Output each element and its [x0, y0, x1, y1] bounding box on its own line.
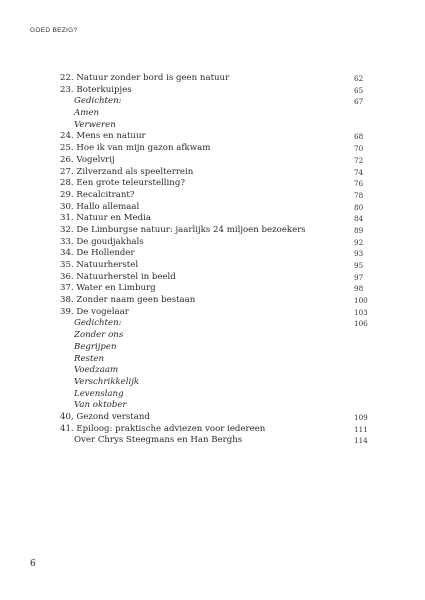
- toc-entry: [60, 248, 370, 260]
- toc-entry: [60, 225, 370, 237]
- toc-entry-title: 39. De vogelaar: [60, 306, 129, 317]
- toc-entry: [60, 108, 370, 120]
- toc-entry-page: 70: [354, 144, 364, 154]
- toc-entry: [60, 272, 370, 284]
- toc-entry: [60, 73, 370, 85]
- toc-entry: [60, 143, 370, 155]
- toc-entry-page: 89: [354, 225, 364, 235]
- toc-entry-title: 32. De Limburgse natuur: jaarlijks 24 miljoen bezoekers: [60, 224, 306, 235]
- toc-entry: [60, 213, 370, 225]
- toc-entry-page: 98: [354, 284, 364, 294]
- toc-entry-title: 30. Hallo allemaal: [60, 201, 140, 212]
- toc-entry-page: 97: [354, 272, 364, 282]
- toc-entry-title: 40, Gezond verstand: [60, 411, 150, 422]
- toc-entry-title: 33. De goudjakhals: [60, 236, 144, 247]
- toc-entry: [60, 202, 370, 214]
- toc-entry: [60, 260, 370, 272]
- toc-entry-page: 92: [354, 237, 364, 247]
- toc-entry-title: Verweren: [74, 119, 116, 130]
- toc-entry-title: Verschrikkelijk: [74, 376, 140, 387]
- toc-entry: [60, 400, 370, 412]
- toc-entry-page: 74: [354, 167, 364, 177]
- toc-entry: [60, 190, 370, 202]
- toc-entry-title: 24. Mens en natuur: [60, 131, 146, 142]
- toc-entry-title: Begrijpen: [74, 341, 117, 352]
- toc-entry-title: Resten: [74, 353, 105, 364]
- toc-entry: [60, 167, 370, 179]
- toc-entry-title: 22. Natuur zonder bord is geen natuur: [60, 73, 230, 83]
- toc-entry-title: Levenslang: [74, 388, 124, 399]
- toc-entry: [60, 412, 370, 424]
- toc-entry-title: Zonder ons: [74, 330, 124, 341]
- toc-entry-page: 111: [354, 424, 368, 434]
- toc-entry-title: 25. Hoe ik van mijn gazon afkwam: [60, 143, 211, 154]
- toc-entry-page: 84: [354, 214, 364, 224]
- toc-entry-title: 41. Epiloog: praktische adviezen voor iedereen: [60, 423, 266, 434]
- toc-entry: [60, 283, 370, 295]
- toc-entry: [60, 424, 370, 436]
- toc-entry: [60, 131, 370, 143]
- toc-entry: [60, 120, 370, 132]
- toc-entry: [60, 365, 370, 377]
- toc-entry-page: 62: [354, 74, 364, 83]
- toc-entry: [60, 237, 370, 249]
- toc-entry: [60, 377, 370, 389]
- toc-entry: [60, 389, 370, 401]
- toc-entry-page: 93: [354, 249, 364, 259]
- toc-entry-title: 37. Water en Limburg: [60, 283, 156, 294]
- toc-entry: [60, 435, 370, 447]
- toc-entry-page: 100: [354, 296, 368, 306]
- toc-entry-page: 109: [354, 412, 368, 422]
- toc-entry-page: 72: [354, 155, 364, 165]
- toc-entry: [60, 318, 370, 330]
- toc-entry-title: 29. Recalcitrant?: [60, 189, 135, 200]
- toc-entry-title: 36. Natuurherstel in beeld: [60, 271, 176, 282]
- toc-entry: [60, 354, 370, 366]
- toc-entry-page: 80: [354, 202, 364, 212]
- toc-entry-title: Gedichten:: [74, 318, 122, 329]
- toc-entry-page: 76: [354, 179, 364, 189]
- page-number: 6: [30, 559, 36, 569]
- toc-entry-title: Amen: [74, 108, 99, 119]
- toc-entry-title: 35. Natuurherstel: [60, 260, 139, 270]
- toc-entry-page: 68: [354, 132, 364, 142]
- toc-entry: [60, 155, 370, 167]
- toc-entry: [60, 295, 370, 307]
- toc-entry: [60, 85, 370, 97]
- toc-entry: [60, 178, 370, 190]
- toc-entry: [60, 96, 370, 108]
- toc-entry-page: 78: [354, 190, 364, 200]
- toc-entry-title: 38. Zonder naam geen bestaan: [60, 295, 196, 306]
- toc-entry-title: 34. De Hollender: [60, 248, 135, 259]
- toc-entry: [60, 330, 370, 342]
- toc-entry-page: 114: [354, 436, 368, 446]
- toc-entry-title: 26. Vogelvrij: [60, 154, 115, 165]
- toc-entry-page: 67: [354, 97, 364, 107]
- table-of-contents: [60, 73, 370, 447]
- toc-entry-title: Over Chrys Steegmans en Han Berghs: [74, 435, 243, 446]
- toc-entry: [60, 342, 370, 354]
- toc-entry-title: Voedzaam: [74, 365, 119, 376]
- toc-entry-title: Van oktober: [74, 400, 127, 411]
- toc-entry-title: 28. Een grote teleurstelling?: [60, 178, 185, 189]
- toc-entry-title: Gedichten:: [74, 96, 122, 107]
- toc-entry-page: 103: [354, 307, 368, 317]
- toc-entry-page: 95: [354, 261, 364, 270]
- toc-entry: [60, 307, 370, 319]
- toc-entry-title: 27. Zilverzand als speelterrein: [60, 166, 194, 177]
- running-header: GOED BEZIG?: [30, 27, 78, 34]
- toc-entry-page: 65: [354, 85, 364, 95]
- toc-entry-title: 23. Boterkuipjes: [60, 84, 132, 95]
- toc-entry-page: 106: [354, 319, 368, 329]
- toc-entry-title: 31. Natuur en Media: [60, 213, 152, 224]
